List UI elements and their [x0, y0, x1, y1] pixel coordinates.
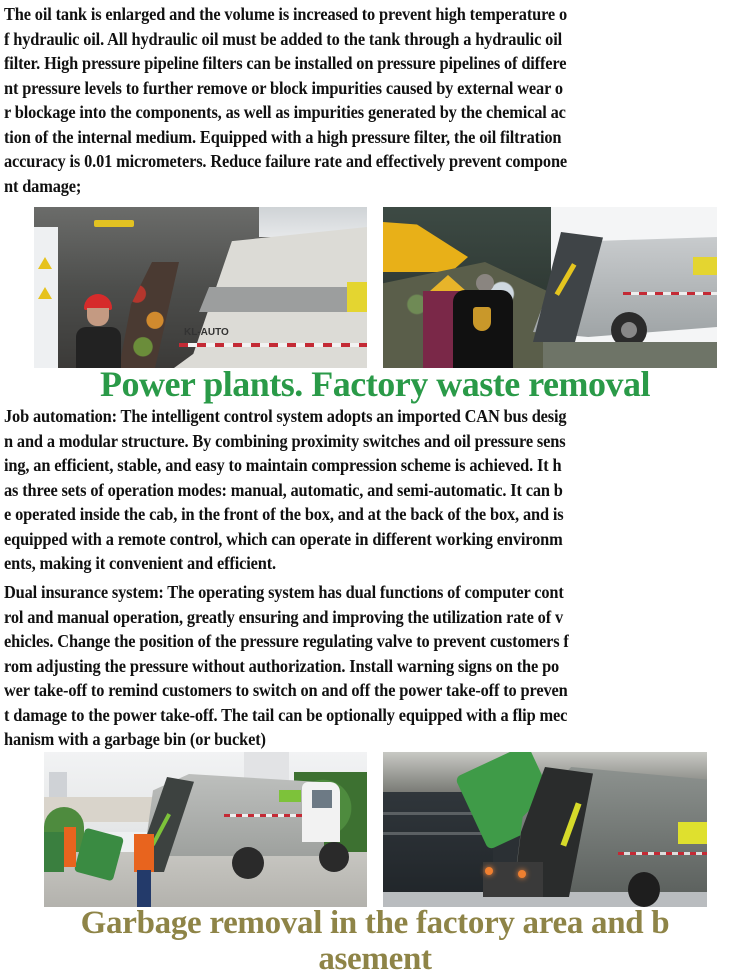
oil-tank-paragraph: [4, 2, 748, 198]
text-line: nt damage;: [4, 175, 82, 196]
dual-insurance-paragraph: [4, 580, 748, 752]
job-automation-paragraph: [4, 404, 748, 576]
text-line: equipped with a remote control, which can operate in different working environm: [4, 528, 563, 549]
photo-bottom-left: [44, 752, 367, 907]
text-line: nt pressure levels to further remove or block impurities caused by external wear o: [4, 77, 563, 98]
text-line: The oil tank is enlarged and the volume is increased to prevent high temperature o: [4, 4, 568, 24]
heading-garbage-removal: [0, 905, 750, 977]
text-line: e operated inside the cab, in the front of the box, and at the back of the box, and is: [4, 504, 564, 524]
text-line: as three sets of operation modes: manual, automatic, and semi-automatic. It can b: [4, 479, 563, 500]
text-line: wer take-off to remind customers to switch on and off the power take-off to preven: [4, 680, 568, 700]
text-line: t damage to the power take-off. The tail can be optionally equipped with a flip mec: [4, 704, 568, 725]
text-line: tion of the internal medium. Equipped with a high pressure filter, the oil filtration: [4, 126, 562, 147]
heading-line-2: asement: [318, 941, 432, 977]
text-line: f hydraulic oil. All hydraulic oil must be added to the tank through a hydraulic oil: [4, 28, 563, 49]
truck-label: KL-AUTO: [184, 327, 229, 338]
text-line: Job automation: The intelligent control system adopts an imported CAN bus desig: [4, 406, 567, 426]
photo-top-left: [34, 207, 367, 368]
photo-bottom-right: [383, 752, 707, 907]
text-line: rom adjusting the pressure without authorization. Install warning signs on the po: [4, 655, 560, 676]
heading-line-1: Garbage removal in the factory area and b: [80, 905, 670, 941]
text-line: r blockage into the components, as well as impurities generated by the chemical ac: [4, 102, 566, 122]
text-line: filter. High pressure pipeline filters can be installed on pressure pipelines of differe: [4, 53, 567, 73]
text-line: ents, making it convenient and efficient.: [4, 553, 276, 573]
text-line: Dual insurance system: The operating system has dual functions of computer cont: [4, 582, 564, 602]
heading-power-plants: Power plants. Factory waste removal: [99, 364, 651, 404]
text-line: rol and manual operation, greatly ensuring and improving the utilization rate of v: [4, 606, 564, 627]
text-line: hanism with a garbage bin (or bucket): [4, 729, 266, 749]
photo-top-right: [383, 207, 717, 368]
text-line: ehicles. Change the position of the pressure regulating valve to prevent customers f: [4, 631, 569, 651]
text-line: ing, an efficient, stable, and easy to maintain compression scheme is achieved. It h: [4, 455, 562, 475]
text-line: accuracy is 0.01 micrometers. Reduce failure rate and effectively prevent compone: [4, 151, 568, 171]
text-line: n and a modular structure. By combining proximity switches and oil pressure sens: [4, 430, 566, 451]
